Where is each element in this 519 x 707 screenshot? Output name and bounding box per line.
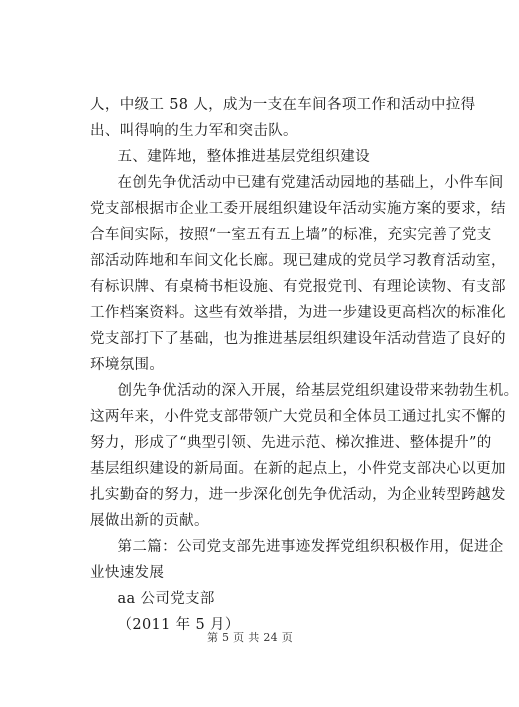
paragraph-line: 在创先争优活动中已建有党建活动园地的基础上，小件车间 (117, 175, 504, 191)
paragraph-line: 人，中级工 58 人，成为一支在车间各项工作和活动中拉得 (90, 97, 476, 113)
article-title: 第二篇：公司党支部先进事迹发挥党组织积极作用，促进企 (117, 539, 504, 555)
section-heading: 五、建阵地，整体推进基层党组织建设 (117, 149, 370, 165)
article-title-continuation: 业快速发展 (90, 565, 165, 581)
paragraph-line: 基层组织建设的新局面。在新的起点上，小件党支部决心以更加 (90, 461, 506, 477)
paragraph-line: 工作档案资料。这些有效举措，为进一步建设更高档次的标准化 (90, 305, 506, 321)
paragraph-line: 展做出新的贡献。 (90, 513, 209, 529)
paragraph-line: 努力，形成了“典型引领、先进示范、梯次推进、整体提升”的 (90, 435, 492, 451)
paragraph-line: 有标识牌、有桌椅书柜设施、有党报党刊、有理论读物、有支部 (90, 279, 506, 295)
page-footer (0, 629, 500, 645)
date-line: （2011 年 5 月） (117, 617, 240, 633)
paragraph-line: 扎实勤奋的努力，进一步深化创先争优活动，为企业转型跨越发 (90, 487, 506, 503)
paragraph-line: 党支部根据市企业工委开展组织建设年活动实施方案的要求，结 (90, 201, 506, 217)
document-body (90, 92, 519, 638)
page-number: 第 5 页 共 24 页 (206, 631, 294, 644)
author-line: aa 公司党支部 (117, 591, 215, 607)
paragraph-line: 出、叫得响的生力军和突击队。 (90, 123, 298, 139)
paragraph-line: 部活动阵地和车间文化长廊。现已建成的党员学习教育活动室， (90, 253, 506, 269)
paragraph-line: 合车间实际，按照“一室五有五上墙”的标准，充实完善了党支 (90, 227, 492, 243)
paragraph-line: 创先争优活动的深入开展，给基层党组织建设带来勃勃生机。 (117, 383, 519, 399)
paragraph-line: 环境氛围。 (90, 357, 165, 373)
paragraph-line: 党支部打下了基础，也为推进基层组织建设年活动营造了良好的 (90, 331, 506, 347)
paragraph-line: 这两年来，小件党支部带领广大党员和全体员工通过扎实不懈的 (90, 409, 506, 425)
